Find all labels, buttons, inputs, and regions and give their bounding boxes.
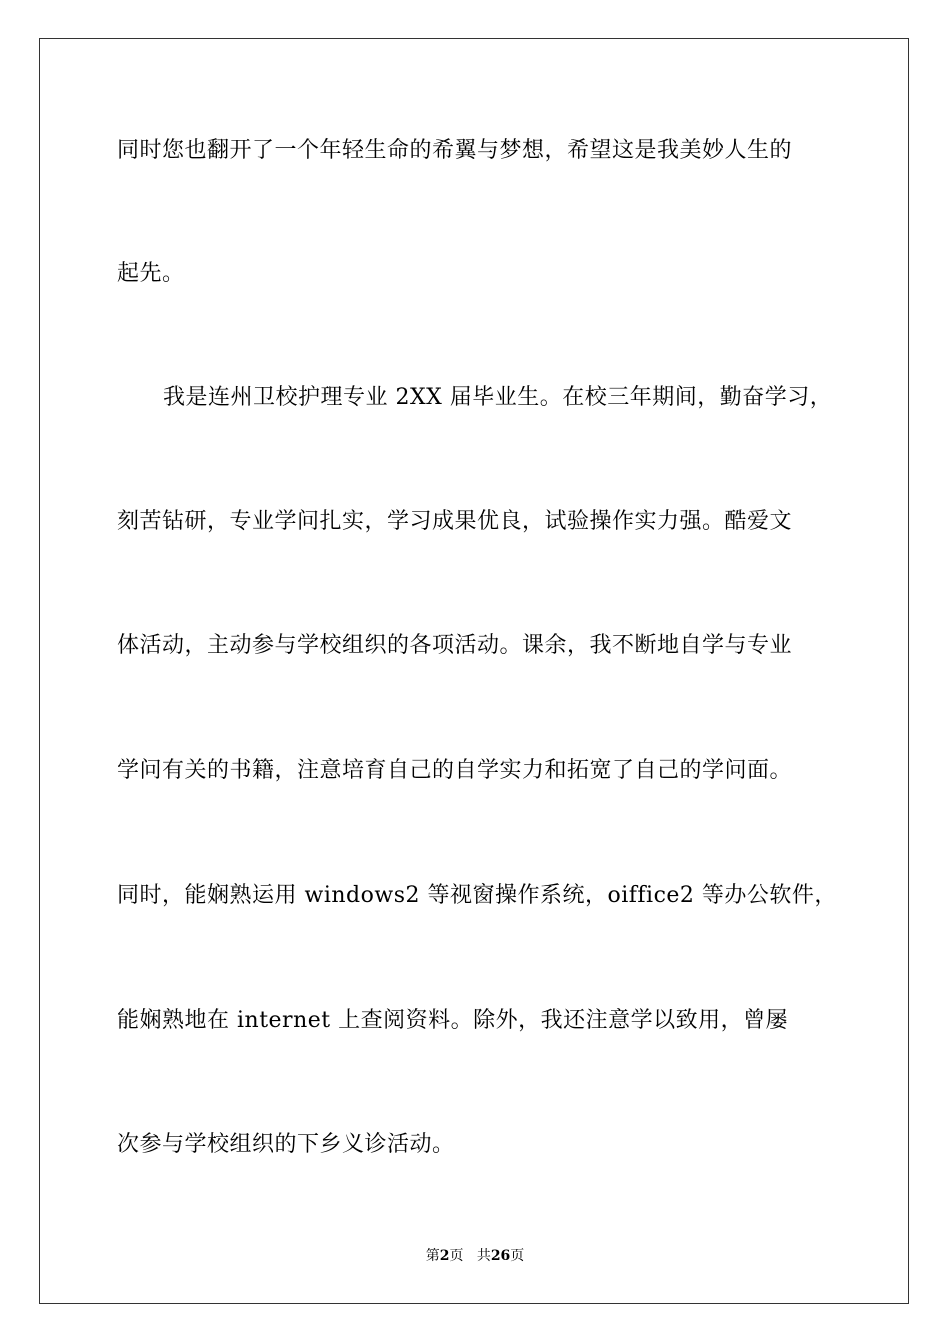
text-line: 能娴熟地在 internet 上查阅资料。除外，我还注意学以致用，曾屡 — [117, 1008, 789, 1033]
total-prefix: 共 — [476, 1248, 491, 1264]
paragraph-first-line: 我是连州卫校护理专业 2XX 届毕业生。在校三年期间，勤奋学习， — [163, 385, 833, 410]
text-line: 学问有关的书籍，注意培育自己的自学实力和拓宽了自己的学问面。 — [117, 758, 793, 783]
current-page-number: 2 — [439, 1248, 450, 1264]
page-suffix: 页 — [449, 1248, 464, 1264]
text-line: 同时，能娴熟运用 windows2 等视窗操作系统，oiffice2 等办公软件， — [117, 883, 837, 908]
text-line: 体活动，主动参与学校组织的各项活动。课余，我不断地自学与专业 — [117, 633, 793, 658]
text-line: 同时您也翻开了一个年轻生命的希翼与梦想，希望这是我美妙人生的 — [117, 138, 793, 163]
text-line: 起先。 — [117, 261, 185, 286]
total-suffix: 页 — [510, 1248, 525, 1264]
text-line: 刻苦钻研，专业学问扎实，学习成果优良，试验操作实力强。酷爱文 — [117, 509, 793, 534]
page-border — [39, 38, 909, 1304]
page-prefix: 第 — [425, 1248, 440, 1264]
total-page-count: 26 — [490, 1248, 511, 1264]
text-line: 次参与学校组织的下乡义诊活动。 — [117, 1132, 455, 1157]
page-footer — [0, 1246, 950, 1266]
